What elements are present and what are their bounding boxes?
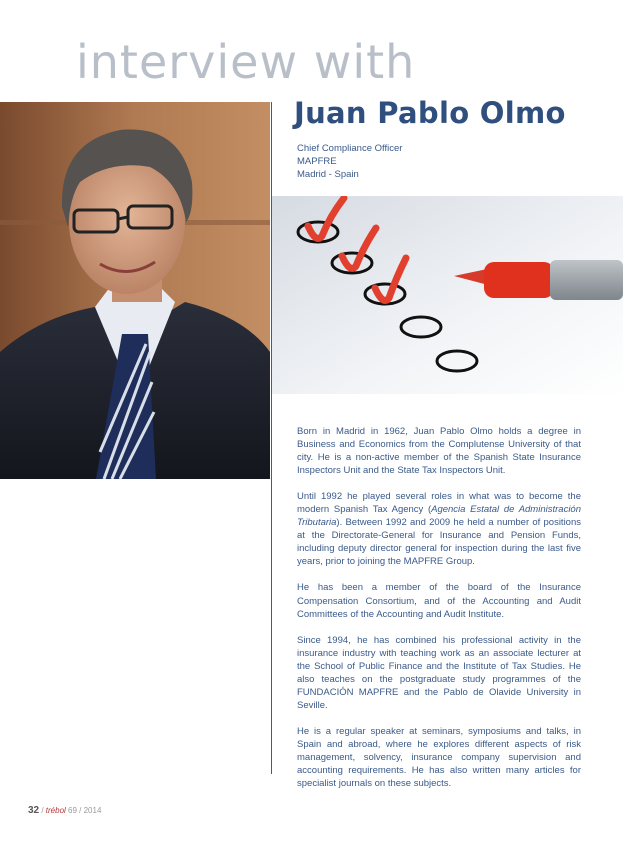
bio-text-run: Until 1992 he played several roles in what was to become the modern Spanish Tax Agency ( — [297, 491, 581, 516]
bio-paragraph — [297, 490, 581, 568]
issue-year: 2014 — [83, 806, 102, 815]
checklist-photo — [272, 196, 623, 394]
footer-separator: / — [76, 806, 84, 815]
role-line: MAPFRE — [297, 156, 337, 167]
bio-paragraph: He has been a member of the board of the Insurance Compensation Consortium, and of the Accounting and Audit Committees of the Accounting and Audit Institute. — [297, 582, 581, 620]
interviewee-name: Juan Pablo Olmo — [294, 96, 566, 130]
tax-agency-name: Agencia Estatal de Administración Tributaria — [297, 504, 581, 529]
bio-paragraph: Born in Madrid in 1962, Juan Pablo Olmo holds a degree in Business and Economics from the Complutense University of that city. He is a non-active member of the Spanish State Insurance Inspectors Unit and the State Tax Inspectors Unit. — [297, 426, 581, 477]
bio-paragraph: He is a regular speaker at seminars, symposiums and talks, in Spain and abroad, where he explores different aspects of risk management, solvency, insurance company supervision and accounting requirements. He has also written many articles for specialist journals on these subjects. — [297, 725, 581, 790]
biography-text — [297, 425, 581, 803]
bio-text-run: ). Between 1992 and 2009 he held a number of positions at the Directorate-General for Insurance and Pension Funds, including deputy director general for inspection during the last five years, prior to joining the MAPFRE Group. — [297, 517, 581, 568]
interview-kicker: interview with — [76, 35, 416, 89]
issue-number: 69 — [65, 806, 77, 815]
page-footer — [28, 805, 101, 816]
role-line: Chief Compliance Officer — [297, 143, 403, 154]
role-line: Madrid - Spain — [297, 169, 359, 180]
page-number: 32 — [28, 805, 40, 816]
portrait-photo — [0, 102, 270, 479]
bio-paragraph: Since 1994, he has combined his professional activity in the insurance industry with teaching work as an associate lecturer at the School of Public Finance and the Institute of Tax Studies. He also teaches on the postgraduate study programmes of the FUNDACIÓN MAPFRE and the Pablo de Olavide University in Seville. — [297, 634, 581, 711]
footer-separator: / — [39, 806, 46, 815]
interviewee-roles — [297, 142, 402, 181]
magazine-name: trébol — [45, 806, 66, 815]
